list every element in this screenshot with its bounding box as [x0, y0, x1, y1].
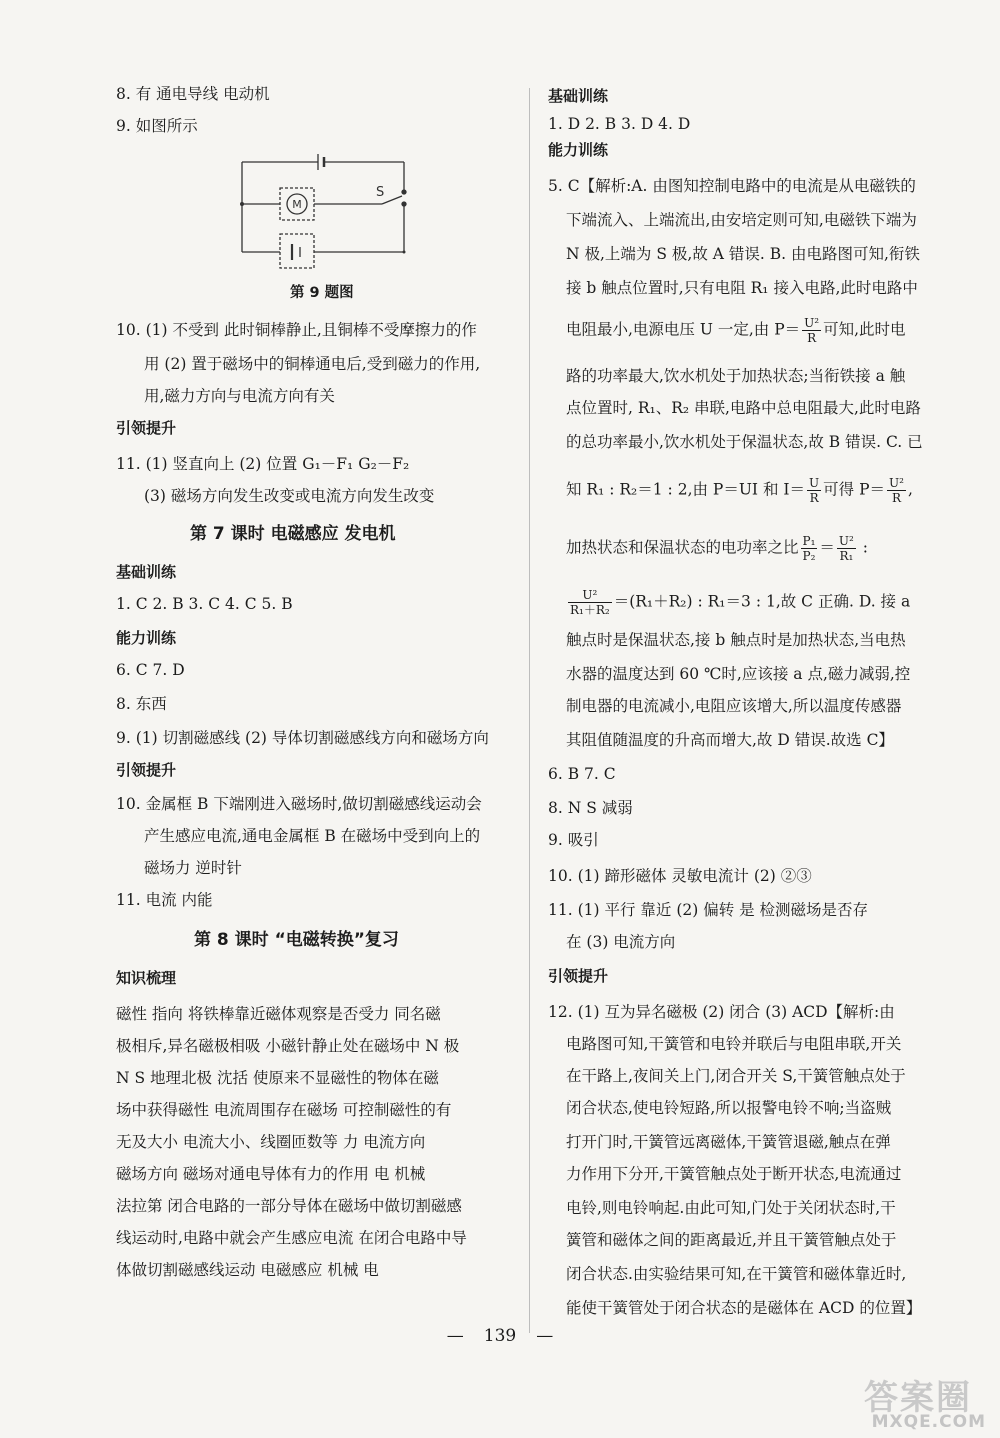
fraction	[568, 588, 612, 617]
text-segment: 电阻最小,电源电压 U 一定,由 P＝	[566, 320, 801, 339]
switch-label: S	[376, 185, 385, 200]
answer-5-line: 点位置时, R₁、R₂ 串联,电路中总电阻最大,此时电路	[566, 399, 921, 417]
text-segment: ,	[907, 480, 913, 499]
answer-12-line: 电路图可知,干簧管和电铃并联后与电阻串联,开关	[566, 1035, 902, 1053]
answer-9b: 9. (1) 切割磁感线 (2) 导体切割磁感线方向和磁场方向	[116, 729, 489, 747]
text-segment: 加热状态和保温状态的电功率之比	[566, 538, 799, 557]
answers-1-5: 1. C 2. B 3. C 4. C 5. B	[116, 595, 293, 613]
answer-5-line: 制电器的电流减小,电阻应该增大,所以温度传感器	[566, 697, 902, 715]
answer-5-line: 下端流入、上端流出,由安培定则可知,电磁铁下端为	[566, 211, 917, 229]
text-segment: ＝(R₁＋R₂) : R₁＝3 : 1,故 C 正确. D. 接 a	[613, 592, 911, 611]
text-segment: 可得 P＝	[823, 480, 886, 499]
numerator: U²	[568, 588, 612, 603]
section-heading: 知识梳理	[116, 969, 177, 987]
text-segment: 知 R₁ : R₂＝1 : 2,由 P＝UI 和 I＝	[566, 480, 806, 499]
answer-9: 9. 如图所示	[116, 117, 198, 135]
fraction	[802, 316, 821, 345]
answer-10b-line3: 磁场力 逆时针	[144, 859, 242, 877]
circuit-figure	[234, 146, 412, 276]
section-heading: 基础训练	[116, 563, 177, 581]
answer-12-line: 在干路上,夜间关上门,闭合开关 S,干簧管触点处于	[566, 1067, 906, 1085]
knowledge-line: N S 地理北极 沈括 使原来不显磁性的物体在磁	[116, 1069, 439, 1087]
knowledge-line: 极相斥,异名磁极相吸 小磁针静止处在磁场中 N 极	[116, 1037, 460, 1055]
fraction	[837, 534, 856, 563]
knowledge-line: 磁场方向 磁场对通电导体有力的作用 电 机械	[116, 1165, 426, 1183]
answer-5-line: 水器的温度达到 60 ℃时,应该接 a 点,磁力减弱,控	[566, 665, 911, 683]
numerator: P₁	[802, 534, 816, 548]
answer-12-line: 能使干簧管处于闭合状态的是磁体在 ACD 的位置】	[566, 1299, 922, 1317]
section-heading: 引领提升	[116, 761, 177, 779]
knowledge-line: 法拉第 闭合电路的一部分导体在磁场中做切割磁感	[116, 1197, 462, 1215]
lesson-8-title: 第 8 课时 “电磁转换”复习	[194, 930, 399, 950]
answer-10b-line1: 10. 金属框 B 下端刚进入磁场时,做切割磁感线运动会	[116, 795, 482, 813]
answers-6-7: 6. C 7. D	[116, 661, 185, 679]
answer-12-line: 闭合状态.由实验结果可知,在干簧管和磁体靠近时,	[566, 1265, 907, 1283]
answer-5-line: 5. C【解析:A. 由图知控制电路中的电流是从电磁铁的	[548, 177, 916, 195]
answer-5-formula-line	[566, 316, 906, 345]
answers-1-4: 1. D 2. B 3. D 4. D	[548, 115, 691, 133]
knowledge-line: 体做切割磁感线运动 电磁感应 机械 电	[116, 1261, 379, 1279]
text-segment: 可知,此时电	[823, 320, 906, 339]
answer-8: 8. N S 减弱	[548, 799, 633, 817]
section-heading: 能力训练	[116, 629, 177, 647]
column-divider	[529, 88, 530, 1333]
numerator: U²	[838, 534, 854, 548]
answer-10-line1: 10. (1) 不受到 此时铜棒静止,且铜棒不受摩擦力的作	[116, 321, 477, 339]
section-heading: 引领提升	[548, 967, 609, 985]
answer-10-line2: 用 (2) 置于磁场中的铜棒通电后,受到磁力的作用,	[144, 355, 481, 373]
answer-5-line: 其阻值随温度的升高而增大,故 D 错误.故选 C】	[566, 731, 894, 749]
answer-5-line: 的总功率最小,饮水机处于保温状态,故 B 错误. C. 已	[566, 433, 923, 451]
answers-6-7: 6. B 7. C	[548, 765, 616, 783]
section-heading: 基础训练	[548, 87, 609, 105]
answer-5-formula-line	[566, 534, 868, 563]
figure-caption: 第 9 题图	[290, 285, 354, 301]
answer-8b: 8. 东西	[116, 695, 167, 713]
answer-12-line: 闭合状态,使电铃短路,所以报警电铃不响;当盗贼	[566, 1099, 892, 1117]
denominator: R	[891, 491, 901, 505]
answer-9: 9. 吸引	[548, 831, 599, 849]
answer-11-line1: 11. (1) 平行 靠近 (2) 偏转 是 检测磁场是否存	[548, 901, 869, 919]
answer-5-formula-line	[566, 588, 910, 617]
answer-12-line: 12. (1) 互为异名磁极 (2) 闭合 (3) ACD【解析:由	[548, 1003, 895, 1021]
answer-5-line: N 极,上端为 S 极,故 A 错误. B. 由电路图可知,衔铁	[566, 245, 920, 263]
answer-5-line: 路的功率最大,饮水机处于加热状态;当衔铁接 a 触	[566, 367, 906, 385]
watermark-logo	[822, 1370, 992, 1434]
denominator: R₁	[839, 549, 854, 563]
denominator: R	[809, 491, 819, 505]
numerator: U	[809, 476, 820, 490]
answer-12-line: 簧管和磁体之间的距离最近,并且干簧管触点处于	[566, 1231, 897, 1249]
knowledge-line: 磁性 指向 将铁棒靠近磁体观察是否受力 同名磁	[116, 1005, 441, 1023]
denominator: P₂	[802, 549, 816, 563]
fraction	[807, 476, 821, 505]
page-number	[0, 1326, 1000, 1346]
answer-5-formula-line	[566, 476, 913, 505]
text-segment: :	[857, 538, 869, 557]
motor-label: M	[292, 198, 302, 211]
answer-12-line: 电铃,则电铃响起.由此可知,门处于关闭状态时,干	[566, 1199, 896, 1217]
answer-10b-line2: 产生感应电流,通电金属框 B 在磁场中受到向上的	[144, 827, 481, 845]
denominator: R₁＋R₂	[570, 603, 610, 617]
watermark-url: MXQE.COM	[871, 1412, 986, 1432]
dash: —	[536, 1326, 554, 1346]
answer-8: 8. 有 通电导线 电动机	[116, 85, 270, 103]
text-segment: ＝	[819, 538, 835, 557]
answer-11b: 11. 电流 内能	[116, 891, 213, 909]
knowledge-line: 场中获得磁性 电流周围存在磁场 可控制磁性的有	[116, 1101, 452, 1119]
answer-10-line3: 用,磁力方向与电流方向有关	[144, 387, 335, 405]
knowledge-line: 无及大小 电流大小、线圈匝数等 力 电流方向	[116, 1133, 426, 1151]
fraction	[887, 476, 906, 505]
answer-12-line: 打开门时,干簧管远离磁体,干簧管退磁,触点在弹	[566, 1133, 891, 1151]
fraction	[801, 534, 818, 563]
knowledge-line: 线运动时,电路中就会产生感应电流 在闭合电路中导	[116, 1229, 467, 1247]
numerator: U²	[889, 476, 904, 490]
answer-11-line1: 11. (1) 竖直向上 (2) 位置 G₁－F₁ G₂－F₂	[116, 455, 410, 473]
answer-5-line: 接 b 触点位置时,只有电阻 R₁ 接入电路,此时电路中	[566, 279, 918, 297]
page-number-value: 139	[483, 1326, 517, 1346]
answer-10: 10. (1) 蹄形磁体 灵敏电流计 (2) ②③	[548, 867, 812, 885]
dash: —	[446, 1326, 464, 1346]
section-heading: 能力训练	[548, 141, 609, 159]
lesson-7-title: 第 7 课时 电磁感应 发电机	[190, 524, 396, 544]
answer-12-line: 力作用下分开,干簧管触点处于断开状态,电流通过	[566, 1165, 902, 1183]
denominator: R	[807, 331, 817, 345]
numerator: U²	[804, 316, 820, 330]
answer-5-line: 触点时是保温状态,接 b 触点时是加热状态,当电热	[566, 631, 906, 649]
watermark-text: 答案圈	[864, 1378, 972, 1418]
section-heading: 引领提升	[116, 419, 177, 437]
answer-11-line2: 在 (3) 电流方向	[566, 933, 676, 951]
answer-11-line2: (3) 磁场方向发生改变或电流方向发生改变	[144, 487, 435, 505]
